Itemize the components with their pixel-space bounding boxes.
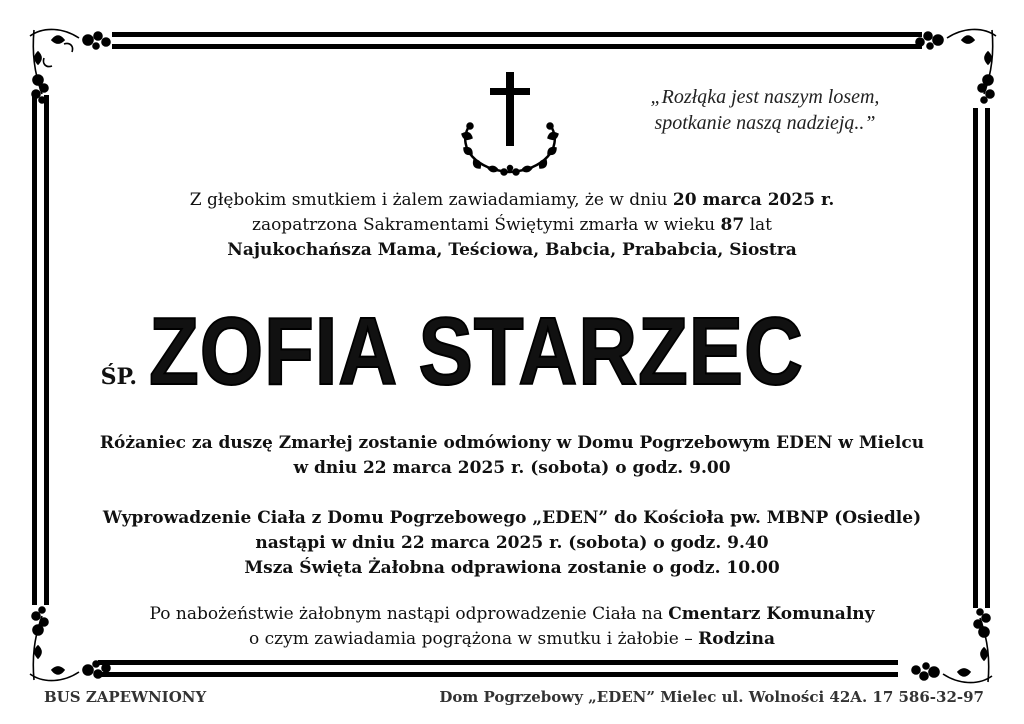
cemetery-name: Cmentarz Komunalny (668, 604, 875, 624)
intro-line-1-text: Z głębokim smutkiem i żalem zawiadamiamy, że w dniu (189, 190, 673, 210)
rosary-info (40, 431, 984, 481)
burial-info (40, 602, 984, 652)
procession-info (40, 506, 984, 581)
deceased-name-row (100, 292, 890, 405)
frame-right-line-outer (985, 108, 990, 608)
deceased-name: ZOFIA STARZEC (149, 298, 804, 405)
rosary-line-2: w dniu 22 marca 2025 r. (sobota) o godz. 9.00 (293, 458, 731, 478)
intro-line-2 (40, 213, 984, 238)
intro-line-1 (40, 188, 984, 213)
burial-line-2 (40, 627, 984, 652)
age: 87 (720, 215, 745, 235)
frame-top-line-inner (112, 44, 922, 49)
family-signature: Rodzina (698, 629, 775, 649)
cross-icon (448, 68, 572, 180)
burial-line-1 (40, 602, 984, 627)
frame-top-line-outer (112, 32, 922, 37)
frame-left-line-outer (32, 95, 37, 605)
burial-line-2-text: o czym zawiadamia pogrążona w smutku i żałobie – (249, 629, 699, 649)
mass-time: Msza Święta Żałobna odprawiona zostanie o godz. 10.00 (244, 558, 780, 578)
procession-line-2: nastąpi w dniu 22 marca 2025 r. (sobota) o godz. 9.40 (255, 533, 769, 553)
frame-bottom-line-inner (98, 660, 898, 665)
cross-with-wreath (448, 68, 572, 180)
intro-line-2-text: zaopatrzona Sakramentami Świętymi zmarła w wieku (251, 215, 721, 235)
announcement-intro (40, 188, 984, 263)
quote-line-2: spotkanie naszą nadzieją..” (654, 112, 876, 134)
rosary-line-1: Różaniec za duszę Zmarłej zostanie odmówiony w Domu Pogrzebowym EDEN w Mielcu (99, 433, 925, 453)
quote-line-1: „Rozłąka jest naszym losem, (650, 86, 880, 108)
funeral-home-contact: Dom Pogrzebowy „EDEN” Mielec ul. Wolności 42A. 17 586-32-97 (439, 688, 984, 706)
death-date: 20 marca 2025 r. (672, 190, 835, 210)
frame-bottom-line-outer (98, 672, 898, 677)
bus-notice: BUS ZAPEWNIONY (44, 688, 207, 706)
intro-line-2-suffix: lat (744, 215, 772, 235)
quote (600, 84, 930, 136)
floral-corner-ornament-top-left (24, 22, 114, 112)
name-prefix: ŚP. (100, 364, 138, 390)
burial-line-1-text: Po nabożeństwie żałobnym nastąpi odprowadzenie Ciała na (149, 604, 669, 624)
family-roles: Najukochańsza Mama, Teściowa, Babcia, Prababcia, Siostra (227, 240, 797, 260)
procession-line-1: Wyprowadzenie Ciała z Domu Pogrzebowego „EDEN” do Kościoła pw. MBNP (Osiedle) (102, 508, 922, 528)
